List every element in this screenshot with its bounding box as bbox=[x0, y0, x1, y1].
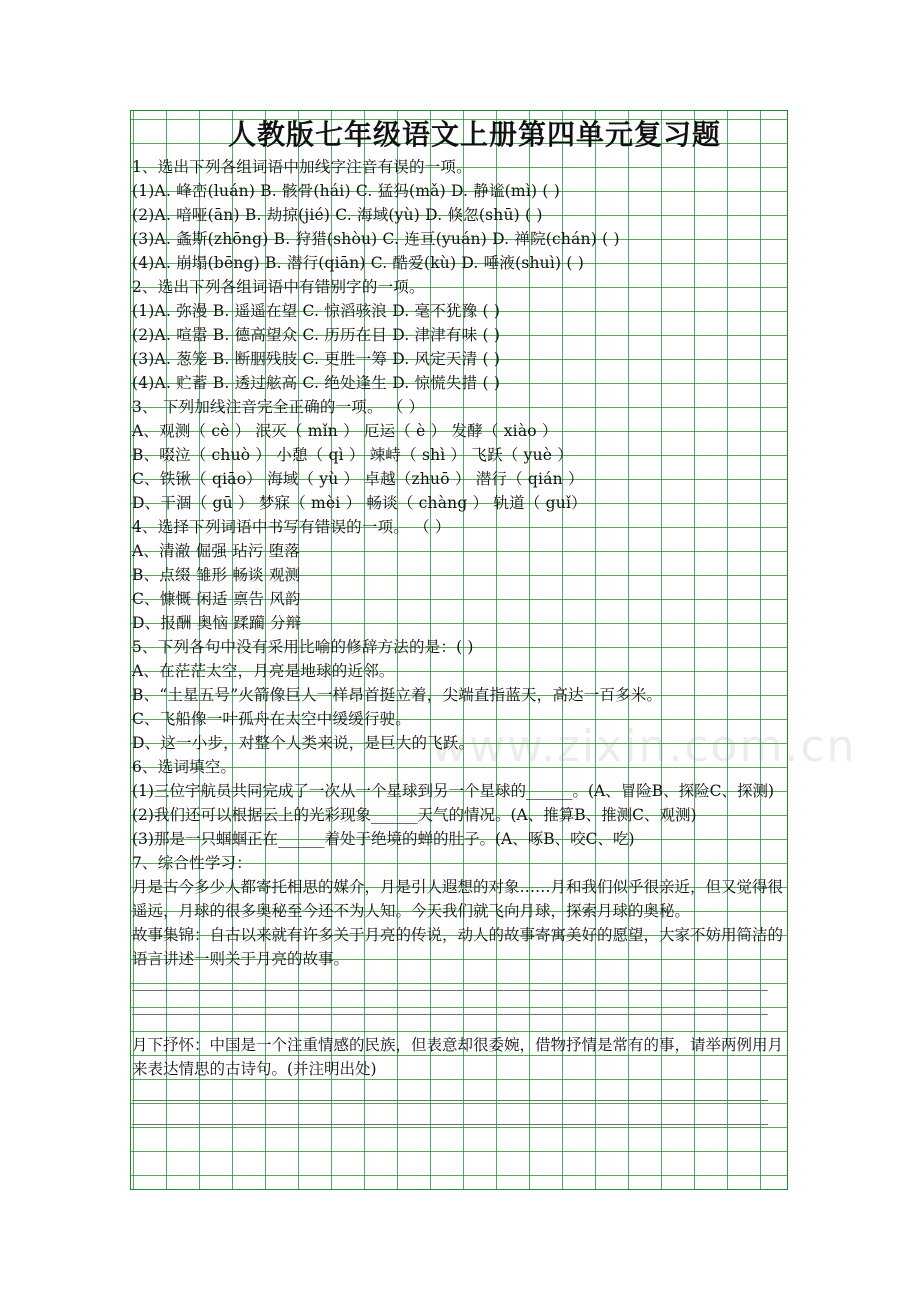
question-5-option: C、飞船像一叶孤舟在太空中缓缓行驶。 bbox=[132, 710, 411, 728]
question-4-option: D、报酬 奥恼 蹂躏 分辩 bbox=[132, 614, 302, 632]
question-4-option: C、慷慨 闲适 禀告 风韵 bbox=[132, 590, 301, 608]
spacer bbox=[132, 1019, 786, 1033]
question-3-option: D、干涸（ gū ） 梦寐（ mèi ） 畅谈（ chàng ） 轨道（ guǐ） bbox=[132, 494, 587, 512]
poem-answer-line[interactable] bbox=[132, 1081, 786, 1105]
worksheet-content bbox=[132, 117, 786, 1129]
question-6-item: (3)那是一只蝈蝈正在______着处于绝境的蝉的肚子。(A、啄B、咬C、吃) bbox=[132, 830, 635, 848]
question-3-heading: 3、 下列加线注音完全正确的一项。 （ ） bbox=[132, 398, 425, 416]
question-6-item: (1)三位宇航员共同完成了一次从一个星球到另一个星球的______。(A、冒险B、探险C、探测) bbox=[132, 782, 774, 800]
question-5-option: B、“土星五号”火箭像巨人一样昂首挺立着，尖端直指蓝天，高达一百多米。 bbox=[132, 686, 663, 704]
worksheet-grid bbox=[130, 110, 857, 1190]
question-5-option: D、这一小步，对整个人类来说，是巨大的飞跃。 bbox=[132, 734, 475, 752]
question-7-story-prompt: 故事集锦：自古以来就有许多关于月亮的传说，动人的故事寄寓美好的愿望，大家不妨用简洁的语言讲述一则关于月亮的故事。 bbox=[132, 926, 784, 968]
question-4-option: B、点缀 雏形 畅谈 观测 bbox=[132, 566, 301, 584]
question-6-heading: 6、选词填空。 bbox=[132, 758, 237, 776]
question-7-heading: 7、综合性学习： bbox=[132, 854, 252, 872]
question-3-option: A、观测（ cè ） 泯灭（ mǐn ） 厄运（ è ） 发酵（ xiào ） bbox=[132, 422, 558, 440]
page-title: 人教版七年级语文上册第四单元复习题 bbox=[228, 118, 722, 151]
question-1-option: (3)A. 螽斯(zhōng) B. 狩猎(shòu) C. 连亘(yuán) D. 禅院(chán) ( ) bbox=[132, 230, 620, 248]
question-3-option: C、铁锹（ qiāo） 海域（ yù ） 卓越（zhuō ） 潜行（ qián ） bbox=[132, 470, 584, 488]
poem-answer-line[interactable] bbox=[132, 1105, 786, 1129]
question-1-heading: 1、选出下列各组词语中加线字注音有误的一项。 bbox=[132, 158, 472, 176]
question-6-item: (2)我们还可以根据云上的光彩现象______天气的情况。(A、推算B、推测C、观测) bbox=[132, 806, 697, 824]
story-answer-line[interactable] bbox=[132, 971, 786, 995]
question-2-option: (3)A. 葱笼 B. 断胭残肢 C. 更胜一筹 D. 风定天清 ( ) bbox=[132, 350, 501, 368]
question-1-option: (2)A. 喑哑(ān) B. 劫掠(jié) C. 海域(yù) D. 倏忽(shū) ( ) bbox=[132, 206, 543, 224]
question-7-intro: 月是古今多少人都寄托相思的媒介，月是引人遐想的对象……月和我们似乎很亲近，但又觉得很遥远，月球的很多奥秘至今还不为人知。今天我们就飞向月球，探索月球的奥秘。 bbox=[132, 878, 784, 920]
question-2-option: (1)A. 弥漫 B. 遥遥在望 C. 惊滔骇浪 D. 毫不犹豫 ( ) bbox=[132, 302, 501, 320]
question-2-heading: 2、选出下列各组词语中有错别字的一项。 bbox=[132, 278, 425, 296]
question-1-option: (4)A. 崩塌(bēng) B. 潜行(qiān) C. 酷爱(kù) D. 唾液(shuì) ( ) bbox=[132, 254, 584, 272]
question-4-heading: 4、选择下列词语中书写有错误的一项。 （ ） bbox=[132, 518, 451, 536]
question-5-option: A、在茫茫太空，月亮是地球的近邻。 bbox=[132, 662, 395, 680]
question-2-option: (2)A. 喧嚣 B. 德高望众 C. 历历在目 D. 津津有味 ( ) bbox=[132, 326, 501, 344]
question-5-heading: 5、下列各句中没有采用比喻的修辞方法的是：( ) bbox=[132, 638, 474, 656]
question-1-option: (1)A. 峰峦(luán) B. 骸骨(hái) C. 猛犸(mǎ) D. 静谧(mì) ( ) bbox=[132, 182, 560, 200]
question-7-poem-prompt: 月下抒怀：中国是一个注重情感的民族，但表意却很委婉，借物抒情是常有的事，请举两例用月来表达情思的古诗句。(并注明出处) bbox=[132, 1036, 784, 1078]
question-2-option: (4)A. 贮蓄 B. 透过舷高 C. 绝处逢生 D. 惊慌失措 ( ) bbox=[132, 374, 501, 392]
question-3-option: B、啜泣（ chuò ） 小憩（ qì ） 竦峙（ shì ） 飞跃（ yuè ） bbox=[132, 446, 573, 464]
watermark: www.zixin.com.cn bbox=[431, 721, 857, 772]
question-4-option: A、清澈 倔强 玷污 堕落 bbox=[132, 542, 301, 560]
story-answer-line[interactable] bbox=[132, 995, 786, 1019]
